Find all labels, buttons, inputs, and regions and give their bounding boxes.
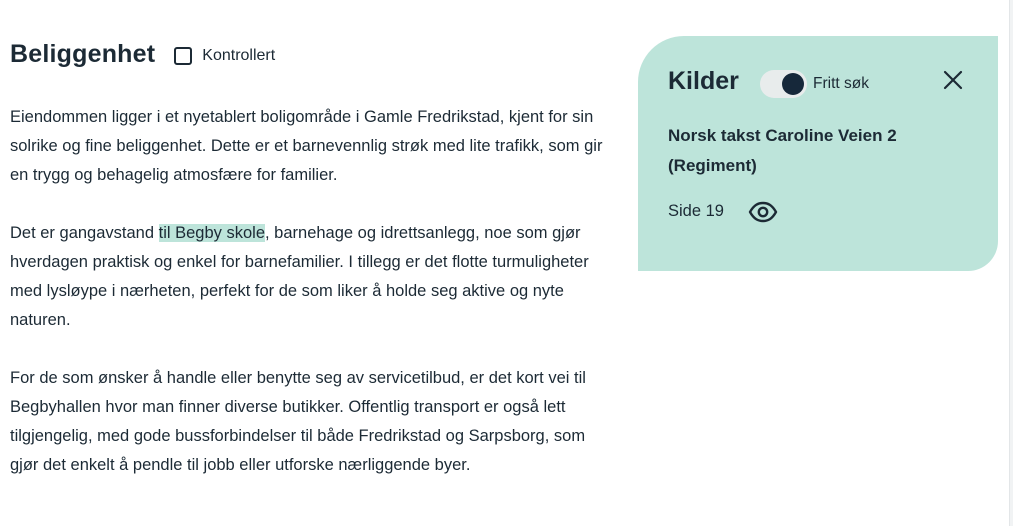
section-title: Beliggenhet — [10, 40, 156, 68]
toggle-knob — [782, 73, 804, 95]
checked-checkbox-wrap[interactable] — [174, 47, 275, 65]
checked-label: Kontrollert — [202, 46, 276, 64]
section-header — [10, 40, 275, 69]
sources-panel — [638, 36, 998, 271]
paragraph-2-end: , barnehage og idrettsanlegg, noe som gjør hverdagen praktisk og enkel for barnefamilier. I tillegg er det flotte turmuligheter med lysløype i nærheten, perfekt for de som liker å holde seg aktive og nyte naturen. — [10, 224, 589, 329]
scrollbar-track[interactable] — [1009, 0, 1013, 526]
page-reference: Side 19 — [668, 202, 724, 220]
free-search-label: Fritt søk — [813, 75, 869, 92]
paragraph-1: Eiendommen ligger i et nyetablert boligområde i Gamle Fredrikstad, kjent for sin solrike og fine beliggenhet. Dette er et barnevennlig strøk med lite trafikk, som gir en trygg og behagelig atmosfære for familier. — [10, 108, 603, 184]
view-source-button[interactable] — [748, 200, 778, 224]
checked-checkbox[interactable] — [174, 47, 192, 65]
description-text — [10, 103, 616, 509]
paragraph-2 — [10, 219, 616, 335]
free-search-toggle[interactable] — [760, 70, 807, 98]
close-button[interactable] — [940, 67, 966, 93]
panel-title: Kilder — [668, 67, 739, 95]
paragraph-3: For de som ønsker å handle eller benytte seg av servicetilbud, er det kort vei til Begbyhallen hvor man finner diverse butikker. Offentlig transport er også lett tilgjengelig, med gode bussforbindelser til både Fredrikstad og Sarpsborg, som gjør det enkelt å pendle til jobb eller utforske nærliggende byer. — [10, 369, 586, 474]
close-icon — [940, 67, 966, 93]
paragraph-2-start: Det er gangavstand — [10, 224, 159, 242]
source-document-title: Norsk takst Caroline Veien 2 (Regiment) — [668, 126, 897, 175]
highlighted-text: til Begby skole — [158, 224, 265, 242]
eye-icon — [748, 200, 778, 224]
